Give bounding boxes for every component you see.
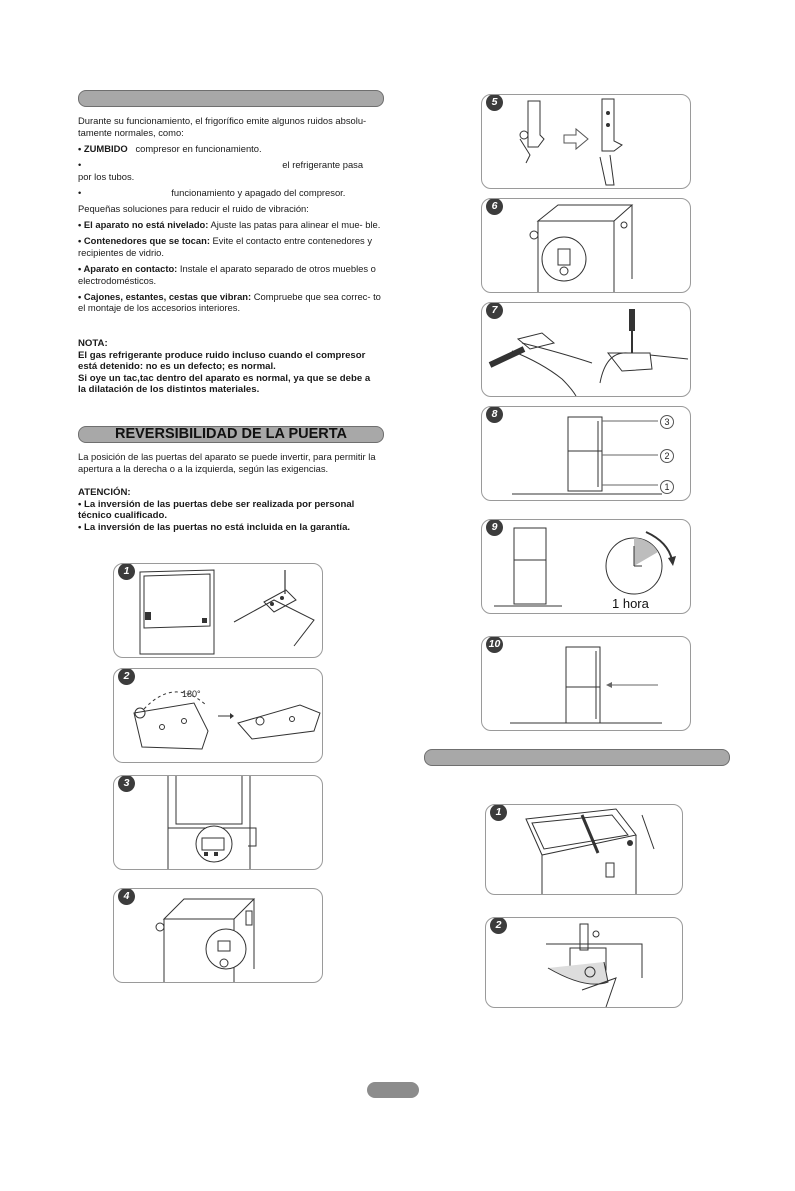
noise-solutions: Pequeñas soluciones para reducir el ruido de vibración:: [78, 202, 309, 214]
noise-solution-item: • Cajones, estantes, cestas que vibran: Compruebe que sea correc- to el montaje de los accesorios interiores.: [78, 290, 381, 314]
order-label-1: 1: [660, 480, 674, 494]
figure-step-1: [113, 563, 323, 658]
noise-item-refrigerant-line2: por los tubos.: [78, 170, 135, 182]
door-intro: La posición de las puertas del aparato se puede invertir, para permitir la apertura a la derecha o a la izquierda, según las exigencias.: [78, 451, 376, 474]
figure-step-10: [481, 636, 691, 731]
step-number: 5: [486, 94, 503, 111]
third-section-header: [424, 749, 730, 766]
time-label: 1 hora: [612, 596, 649, 611]
figure-step-9: [481, 519, 691, 614]
figure-step-6: [481, 198, 691, 293]
noise-solution-item: • Aparato en contacto: Instale el aparato separado de otros muebles o electrodomésticos.: [78, 263, 376, 286]
noise-intro: Durante su funcionamiento, el frigorífico emite algunos ruidos absolu- tamente normales, como:: [78, 115, 367, 138]
step-number: 10: [486, 636, 503, 653]
step-number: 2: [490, 917, 507, 934]
step-number: 4: [118, 888, 135, 905]
fridge-doors-illustration: [482, 407, 690, 500]
figure-step-8: [481, 406, 691, 501]
door-section-header: [78, 426, 384, 443]
handle-detail-illustration: [486, 918, 682, 1007]
page-number-badge: [367, 1082, 419, 1098]
top-hinge-illustration: [482, 199, 690, 292]
step-number: 1: [490, 804, 507, 821]
step-number: 2: [118, 668, 135, 685]
fridge-top-illustration: [114, 776, 322, 869]
angle-label: 180°: [182, 689, 201, 699]
figure-step-4: [113, 888, 323, 983]
figure-step-2: [113, 668, 323, 763]
order-label-2: 2: [660, 449, 674, 463]
figure-handle-step-2: [485, 917, 683, 1008]
noise-note: NOTA: El gas refrigerante produce ruido incluso cuando el compresor está detenido: no es un defecto; es normal. Si oye un tac,tac dentro del aparato es normal, ya que se debe a la dilatación de los distintos materiales.: [78, 338, 371, 396]
figure-step-5: [481, 94, 691, 189]
order-label-3: 3: [660, 415, 674, 429]
step-number: 3: [118, 775, 135, 792]
step-number: 7: [486, 302, 503, 319]
hinge-rotation-illustration: [114, 669, 322, 762]
door-section-title: REVERSIBILIDAD DE LA PUERTA: [114, 426, 347, 442]
handle-removal-illustration: [486, 805, 682, 894]
noise-item-refrigerant: • el refrigerante pasa: [78, 158, 364, 170]
noise-item-compressor: • funcionamiento y apagado del compresor.: [78, 186, 346, 198]
step-number: 9: [486, 519, 503, 536]
hinge-removal-illustration: [114, 564, 322, 657]
noise-solution-item: • Contenedores que se tocan: Evite el contacto entre contenedores y recipientes de vidrio.: [78, 235, 373, 258]
noise-text: [78, 115, 384, 319]
figure-step-3: [113, 775, 323, 870]
door-attention: ATENCIÓN: • La inversión de las puertas debe ser realizada por personal técnico cualificado. • La inversión de las puertas no está incluida en la garantía.: [78, 487, 355, 533]
step-number: 1: [118, 563, 135, 580]
noise-section-header: [78, 90, 384, 107]
door-closed-illustration: [482, 637, 690, 730]
screwdriver-illustration: [482, 303, 690, 396]
wait-clock-illustration: [482, 520, 690, 613]
figure-handle-step-1: [485, 804, 683, 895]
hinge-swap-illustration: [482, 95, 690, 188]
step-number: 8: [486, 406, 503, 423]
door-hinge-illustration: [114, 889, 322, 982]
noise-solution-item: • El aparato no está nivelado: Ajuste las patas para alinear el mue- ble.: [78, 219, 381, 231]
step-number: 6: [486, 198, 503, 215]
noise-item-zumbido: • ZUMBIDO compresor en funcionamiento.: [78, 142, 262, 154]
figure-step-7: [481, 302, 691, 397]
